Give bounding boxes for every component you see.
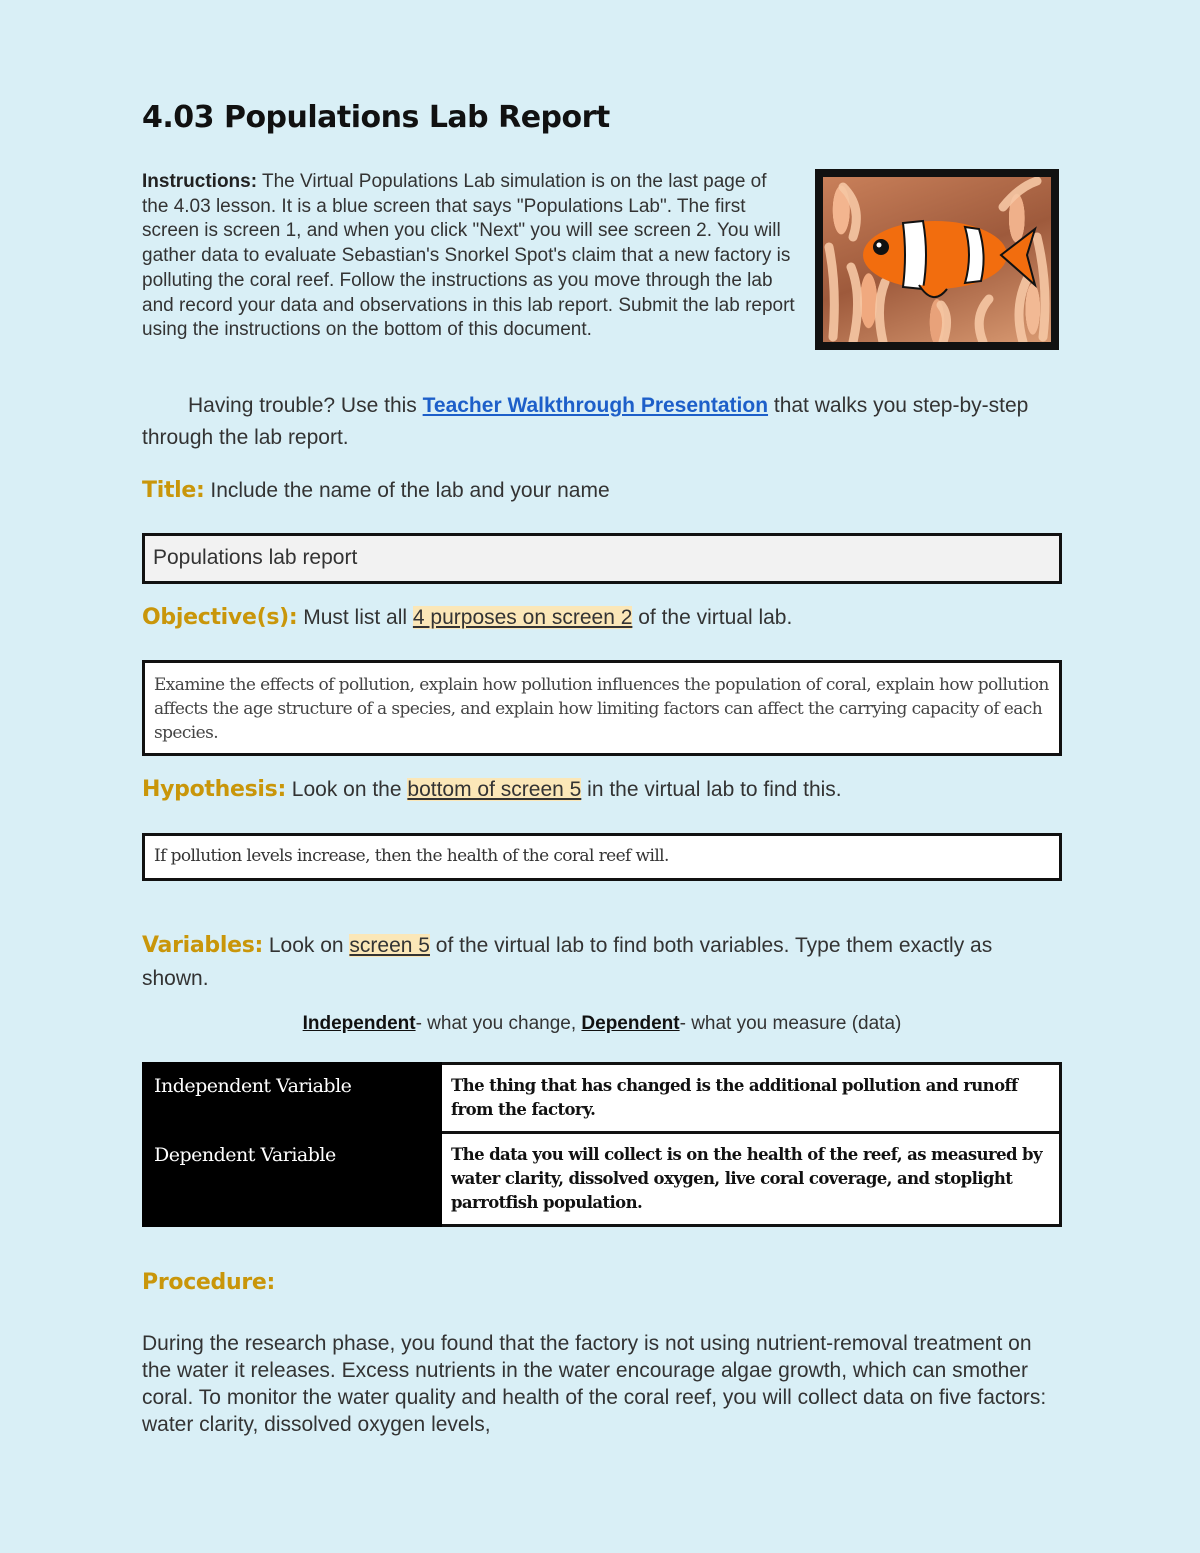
clownfish-icon xyxy=(823,177,1051,342)
procedure-label: Procedure: xyxy=(142,1270,276,1295)
hypothesis-field[interactable]: If pollution levels increase, then the health of the coral reef will. xyxy=(142,833,1062,881)
variables-section-heading xyxy=(142,930,1062,996)
variables-prompt-after: of the virtual lab to find both variables. Type them exactly as shown. xyxy=(142,934,993,990)
variables-label: Variables: xyxy=(142,933,264,958)
objective-label: Objective(s): xyxy=(142,605,298,630)
independent-variable-field[interactable]: The thing that has changed is the additional pollution and runoff from the factory. xyxy=(441,1064,1061,1133)
variables-legend xyxy=(142,1013,1062,1035)
title-section-heading xyxy=(142,478,610,503)
dependent-variable-label: Dependent Variable xyxy=(144,1133,441,1226)
table-row xyxy=(144,1133,1061,1226)
table-row xyxy=(144,1064,1061,1133)
objective-prompt-before: Must list all xyxy=(297,606,413,629)
legend-dependent: Dependent xyxy=(581,1013,680,1034)
variables-prompt-before: Look on xyxy=(263,934,350,957)
objective-section-heading xyxy=(142,605,792,630)
legend-independent: Independent xyxy=(302,1013,416,1034)
hypothesis-section-heading xyxy=(142,777,842,802)
page-title: 4.03 Populations Lab Report xyxy=(142,100,610,135)
legend-independent-desc: - what you change, xyxy=(415,1013,582,1034)
instructions-paragraph xyxy=(142,170,798,343)
dependent-variable-field[interactable]: The data you will collect is on the health of the reef, as measured by water clarity, dissolved oxygen, live coral coverage, and stoplight parrotfish population. xyxy=(441,1133,1061,1226)
title-prompt: Include the name of the lab and your name xyxy=(204,479,610,502)
clownfish-image xyxy=(815,169,1059,350)
hypothesis-label: Hypothesis: xyxy=(142,777,286,802)
help-paragraph xyxy=(142,390,1062,454)
objective-prompt-highlight: 4 purposes on screen 2 xyxy=(412,606,633,629)
variables-prompt-highlight: screen 5 xyxy=(349,934,430,957)
title-label: Title: xyxy=(142,478,205,503)
instructions-text: The Virtual Populations Lab simulation is on the last page of the 4.03 lesson. It is a blue screen that says "Populations Lab". The first screen is screen 1, and when you click "Next" you will see screen 2. You will gather data to evaluate Sebastian's Snorkel Spot's claim that a new factory is polluting the coral reef. Follow the instructions as you move through the lab and record your data and observations in this lab report. Submit the lab report using the instructions on the bottom of this document. xyxy=(142,171,795,341)
hypothesis-prompt-before: Look on the xyxy=(285,778,408,801)
variables-table xyxy=(142,1062,1062,1227)
hypothesis-prompt-highlight: bottom of screen 5 xyxy=(407,778,582,801)
procedure-section-heading xyxy=(142,1270,275,1295)
procedure-paragraph: During the research phase, you found that the factory is not using nutrient-removal treatment on the water it releases. Excess nutrients in the water encourage algae growth, which can smother coral. To monitor the water quality and health of the coral reef, you will collect data on five factors: water clarity, dissolved oxygen levels, xyxy=(142,1332,1047,1436)
independent-variable-label: Independent Variable xyxy=(144,1064,441,1133)
help-text-after: that walks you step-by-step through the lab report. xyxy=(142,394,1029,449)
objective-prompt-after: of the virtual lab. xyxy=(632,606,793,629)
instructions-label: Instructions: xyxy=(142,171,258,192)
hypothesis-prompt-after: in the virtual lab to find this. xyxy=(581,778,842,801)
objective-field[interactable]: Examine the effects of pollution, explain how pollution influences the population of coral, explain how pollution affects the age structure of a species, and explain how limiting factors can affect the carrying capacity of each species. xyxy=(142,660,1062,756)
legend-dependent-desc: - what you measure (data) xyxy=(679,1013,902,1034)
title-field[interactable]: Populations lab report xyxy=(142,533,1062,584)
teacher-walkthrough-link[interactable]: Teacher Walkthrough Presentation xyxy=(422,394,769,417)
help-text-before: Having trouble? Use this xyxy=(188,394,423,417)
